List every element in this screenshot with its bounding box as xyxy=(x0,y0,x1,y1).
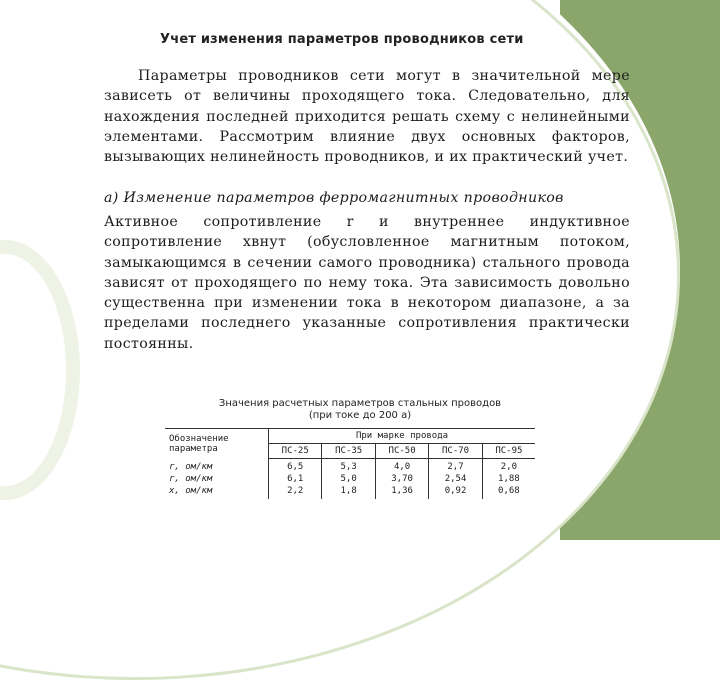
scanned-text-block xyxy=(104,22,634,382)
paragraph-1 xyxy=(104,66,630,167)
row-labels xyxy=(165,459,269,500)
table-group-header: При марке провода xyxy=(269,429,536,444)
table-caption-line-2: (при токе до 200 а) xyxy=(308,410,412,421)
column-header: ПС-70 xyxy=(429,444,482,459)
table-row-header: Обозначение параметра xyxy=(165,429,269,459)
column-header: ПС-95 xyxy=(482,444,535,459)
label-x: x, ом/км xyxy=(169,485,213,496)
column-header: ПС-50 xyxy=(375,444,428,459)
values-ps70 xyxy=(429,459,482,500)
paragraph-1-text: Параметры проводников сети могут в значительной мере зависеть от величины проходящего тока. Следовательно, для нахождения последней приходится решать схему с нелинейными элементами. Рассмотрим влияние двух основных факторов, вызывающих нелинейность проводников, и их практический учет. xyxy=(104,68,630,166)
parameters-table-section xyxy=(165,398,545,499)
parameters-table xyxy=(165,428,535,499)
paragraph-2 xyxy=(104,212,630,354)
subheading: а) Изменение параметров ферромагнитных проводников xyxy=(104,190,564,206)
cell-value: 3,70 xyxy=(391,474,413,484)
label-r: r, ом/км xyxy=(169,461,213,472)
cell-value: 6,5 xyxy=(287,462,304,472)
values-ps50 xyxy=(375,459,428,500)
table-caption-line-1: Значения расчетных параметров стальных проводов xyxy=(218,398,502,409)
cell-value: 5,0 xyxy=(340,474,357,484)
cell-value: 1,36 xyxy=(391,486,413,496)
cell-value: 2,7 xyxy=(447,462,464,472)
paragraph-2-text: Активное сопротивление r и внутреннее индуктивное сопротивление xвнут (обусловленное магнитным потоком, замыкающимся в сечении самого проводника) стального провода зависят от проходящего по нему тока. Эта зависимость довольно существенна при изменении тока в некотором диапазоне, а за пределами последнего указанные сопротивления практически постоянны. xyxy=(104,214,630,352)
cell-value: 2,54 xyxy=(444,474,467,484)
values-ps35 xyxy=(322,459,375,500)
cell-value: 2,2 xyxy=(287,486,304,496)
cell-value: 0,68 xyxy=(498,486,520,496)
cell-value: 1,8 xyxy=(340,486,357,496)
column-header: ПС-35 xyxy=(322,444,375,459)
cell-value: 0,92 xyxy=(444,486,467,496)
table-row xyxy=(165,459,535,500)
values-ps95 xyxy=(482,459,535,500)
cell-value: 5,3 xyxy=(340,462,357,472)
values-ps25 xyxy=(269,459,322,500)
column-header: ПС-25 xyxy=(269,444,322,459)
cell-value: 6,1 xyxy=(287,474,304,484)
label-r-2: r, ом/км xyxy=(169,473,213,484)
cell-value: 2,0 xyxy=(500,462,517,472)
cell-value: 1,88 xyxy=(498,474,520,484)
table-caption xyxy=(175,398,545,422)
document-title: Учет изменения параметров проводников сети xyxy=(160,32,524,47)
cell-value: 4,0 xyxy=(393,462,411,472)
